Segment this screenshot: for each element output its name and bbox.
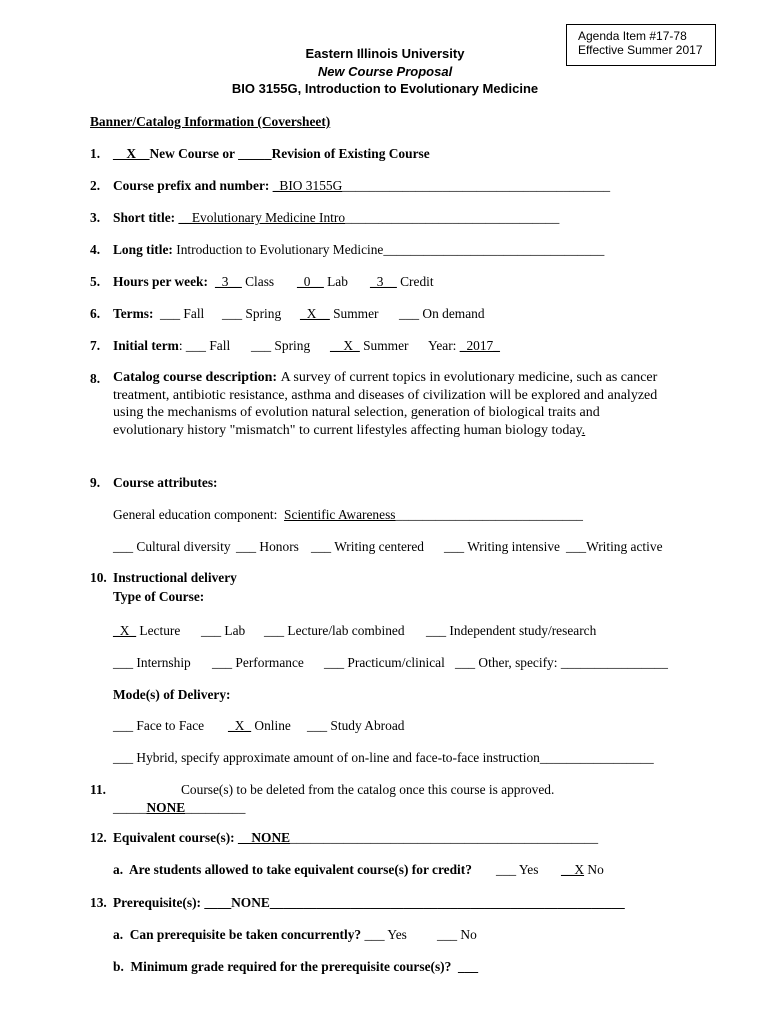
item-9-number: 9.: [90, 475, 101, 490]
item-13-number: 13.: [90, 895, 107, 910]
equivalent-value[interactable]: __NONE: [237, 830, 291, 845]
course-prefix-label: Course prefix and number:: [113, 178, 273, 193]
credit-hours: [370, 275, 434, 288]
proposal-type: New Course Proposal: [317, 64, 453, 79]
type-practicum[interactable]: ___ Practicum/clinical: [324, 655, 445, 670]
item-1-line: [113, 147, 430, 160]
mode-online-label: Online: [251, 718, 291, 733]
equivalent-credit-yes[interactable]: ___ Yes: [496, 862, 539, 877]
credit-hours-value[interactable]: _3__: [370, 274, 397, 289]
terms-summer-label: Summer: [329, 306, 379, 321]
initial-term-fall[interactable]: : ___ Fall: [178, 338, 231, 353]
mode-study-abroad[interactable]: ___ Study Abroad: [307, 718, 405, 733]
item-10-number: 10.: [90, 570, 107, 585]
attr-writing-intensive[interactable]: ___ Writing intensive: [444, 539, 560, 554]
mode-online-blank: _X_: [228, 718, 252, 733]
new-course-label: New Course or: [149, 146, 239, 161]
equivalent-line: [113, 831, 598, 844]
section-title: Banner/Catalog Information (Coversheet): [90, 114, 331, 129]
type-internship[interactable]: ___ Internship: [113, 655, 191, 670]
equivalent-credit-no-label: No: [584, 862, 604, 877]
mode-face-to-face[interactable]: ___ Face to Face: [113, 718, 205, 733]
short-title-value[interactable]: __Evolutionary Medicine Intro: [178, 210, 346, 225]
long-title-trail: _________________________________: [383, 242, 605, 257]
course-prefix-trail: ________________________________________: [342, 178, 611, 193]
item-11-number: 11.: [90, 782, 106, 797]
long-title-label: Long title:: [113, 242, 177, 257]
prereq-concurrent-yes[interactable]: ___ Yes: [364, 927, 407, 942]
deleted-courses-value[interactable]: NONE: [146, 800, 186, 815]
type-independent-study[interactable]: ___ Independent study/research: [426, 623, 597, 638]
type-performance[interactable]: ___ Performance: [212, 655, 304, 670]
item-3-number: 3.: [90, 210, 101, 225]
new-course-blank[interactable]: __X__: [113, 146, 150, 161]
prereq-concurrent-no[interactable]: ___ No: [437, 927, 477, 942]
type-lab[interactable]: ___ Lab: [201, 623, 246, 638]
item-4-number: 4.: [90, 242, 101, 257]
initial-term-spring[interactable]: ___ Spring: [251, 338, 311, 353]
terms-label: Terms:: [113, 306, 157, 321]
terms-summer[interactable]: [300, 307, 379, 320]
equivalent-credit-question: a. Are students allowed to take equivalent course(s) for credit?: [113, 862, 472, 877]
initial-term-summer[interactable]: [330, 339, 409, 352]
catalog-description: [113, 369, 673, 439]
gen-ed-label: General education component:: [113, 507, 285, 522]
equivalent-label: Equivalent course(s):: [113, 830, 238, 845]
effective-date: Effective Summer 2017: [578, 43, 703, 57]
attr-writing-centered[interactable]: ___ Writing centered: [311, 539, 424, 554]
year-label: Year:: [428, 338, 460, 353]
long-title-value[interactable]: Introduction to Evolutionary Medicine: [176, 242, 384, 257]
type-lecture-blank: _X_: [113, 623, 137, 638]
deleted-courses-trail: _________: [185, 800, 246, 815]
type-other[interactable]: ___ Other, specify: ________________: [455, 655, 668, 670]
deleted-courses-lead: _____: [113, 800, 147, 815]
short-title-label: Short title:: [113, 210, 179, 225]
terms-on-demand[interactable]: ___ On demand: [399, 306, 485, 321]
prerequisite-trail: _____________________________________________________: [269, 895, 625, 910]
prereq-min-grade[interactable]: b. Minimum grade required for the prerequisite course(s)? ___: [113, 959, 479, 974]
credit-hours-label: Credit: [396, 274, 434, 289]
prerequisite-line: [113, 896, 625, 909]
type-lecture[interactable]: [113, 624, 180, 637]
item-3-line: [113, 211, 559, 224]
type-lecture-lab[interactable]: ___ Lecture/lab combined: [264, 623, 405, 638]
course-prefix-value[interactable]: _BIO 3155G: [272, 178, 343, 193]
terms-fall[interactable]: ___ Fall: [160, 306, 205, 321]
type-lecture-label: Lecture: [136, 623, 181, 638]
class-hours-label: Class: [241, 274, 275, 289]
catalog-description-end: .: [581, 422, 586, 438]
equivalent-credit-no[interactable]: [561, 863, 604, 876]
initial-year: [428, 339, 500, 352]
type-of-course-label: Type of Course:: [113, 589, 205, 604]
item-8-number: 8.: [90, 371, 101, 386]
initial-term-summer-label: Summer: [359, 338, 409, 353]
item-7-number: 7.: [90, 338, 101, 353]
prerequisite-value[interactable]: ____NONE: [204, 895, 270, 910]
item-1-number: 1.: [90, 146, 101, 161]
short-title-trail: ________________________________: [345, 210, 560, 225]
deleted-courses-label: Course(s) to be deleted from the catalog once this course is approved.: [181, 782, 555, 797]
attr-writing-active[interactable]: ___Writing active: [566, 539, 663, 554]
initial-term: [113, 339, 230, 352]
gen-ed-line: [113, 508, 583, 521]
catalog-description-label: Catalog course description:: [113, 370, 281, 385]
attr-honors[interactable]: ___ Honors: [236, 539, 299, 554]
gen-ed-trail: ____________________________: [395, 507, 583, 522]
equivalent-trail: ______________________________________________: [290, 830, 599, 845]
class-hours-value[interactable]: _3__: [215, 274, 242, 289]
item-12-number: 12.: [90, 830, 107, 845]
mode-online[interactable]: [228, 719, 291, 732]
revision-label: Revision of Existing Course: [271, 146, 430, 161]
attr-cultural-diversity[interactable]: ___ Cultural diversity: [113, 539, 231, 554]
course-title: BIO 3155G, Introduction to Evolutionary Medicine: [231, 81, 539, 96]
item-6-number: 6.: [90, 306, 101, 321]
agenda-item: Agenda Item #17-78: [578, 29, 687, 43]
revision-blank[interactable]: _____: [238, 146, 272, 161]
item-2-number: 2.: [90, 178, 101, 193]
terms-spring[interactable]: ___ Spring: [222, 306, 282, 321]
prerequisite-label: Prerequisite(s):: [113, 895, 205, 910]
instructional-delivery-label: Instructional delivery: [113, 570, 237, 585]
terms-summer-blank: _X__: [300, 306, 330, 321]
mode-of-delivery-label: Mode(s) of Delivery:: [113, 687, 231, 702]
lab-hours-label: Lab: [323, 274, 348, 289]
deleted-courses-line: [113, 801, 245, 814]
catalog-description-text[interactable]: A survey of current topics in evolutionary medicine, such as cancer treatment, antibiotic resistance, asthma and diseases of civilization will be explored and analyzed using the mechanisms of evolution natural selection, generation of biological traits and evolutionary history "mismatch" to current lifestyles affecting human biology today: [113, 370, 658, 438]
prereq-concurrent-question: a. Can prerequisite be taken concurrently?: [113, 927, 365, 942]
course-attributes-label: Course attributes:: [113, 475, 218, 490]
university-name: Eastern Illinois University: [305, 46, 465, 61]
item-5-number: 5.: [90, 274, 101, 289]
prereq-concurrent-line: [113, 928, 407, 941]
gen-ed-value[interactable]: Scientific Awareness: [284, 507, 396, 522]
item-4-line: [113, 243, 604, 256]
initial-term-summer-blank: __X_: [330, 338, 360, 353]
year-value[interactable]: _2017_: [459, 338, 500, 353]
hours-label: Hours per week:: [113, 274, 212, 289]
lab-hours-value[interactable]: _0__: [297, 274, 324, 289]
item-2-line: [113, 179, 610, 192]
class-hours: [215, 275, 274, 288]
equivalent-credit-no-blank: __X: [561, 862, 585, 877]
lab-hours: [297, 275, 348, 288]
mode-hybrid[interactable]: ___ Hybrid, specify approximate amount of on-line and face-to-face instruction_________________: [113, 750, 654, 765]
initial-term-label: Initial term: [113, 338, 179, 353]
